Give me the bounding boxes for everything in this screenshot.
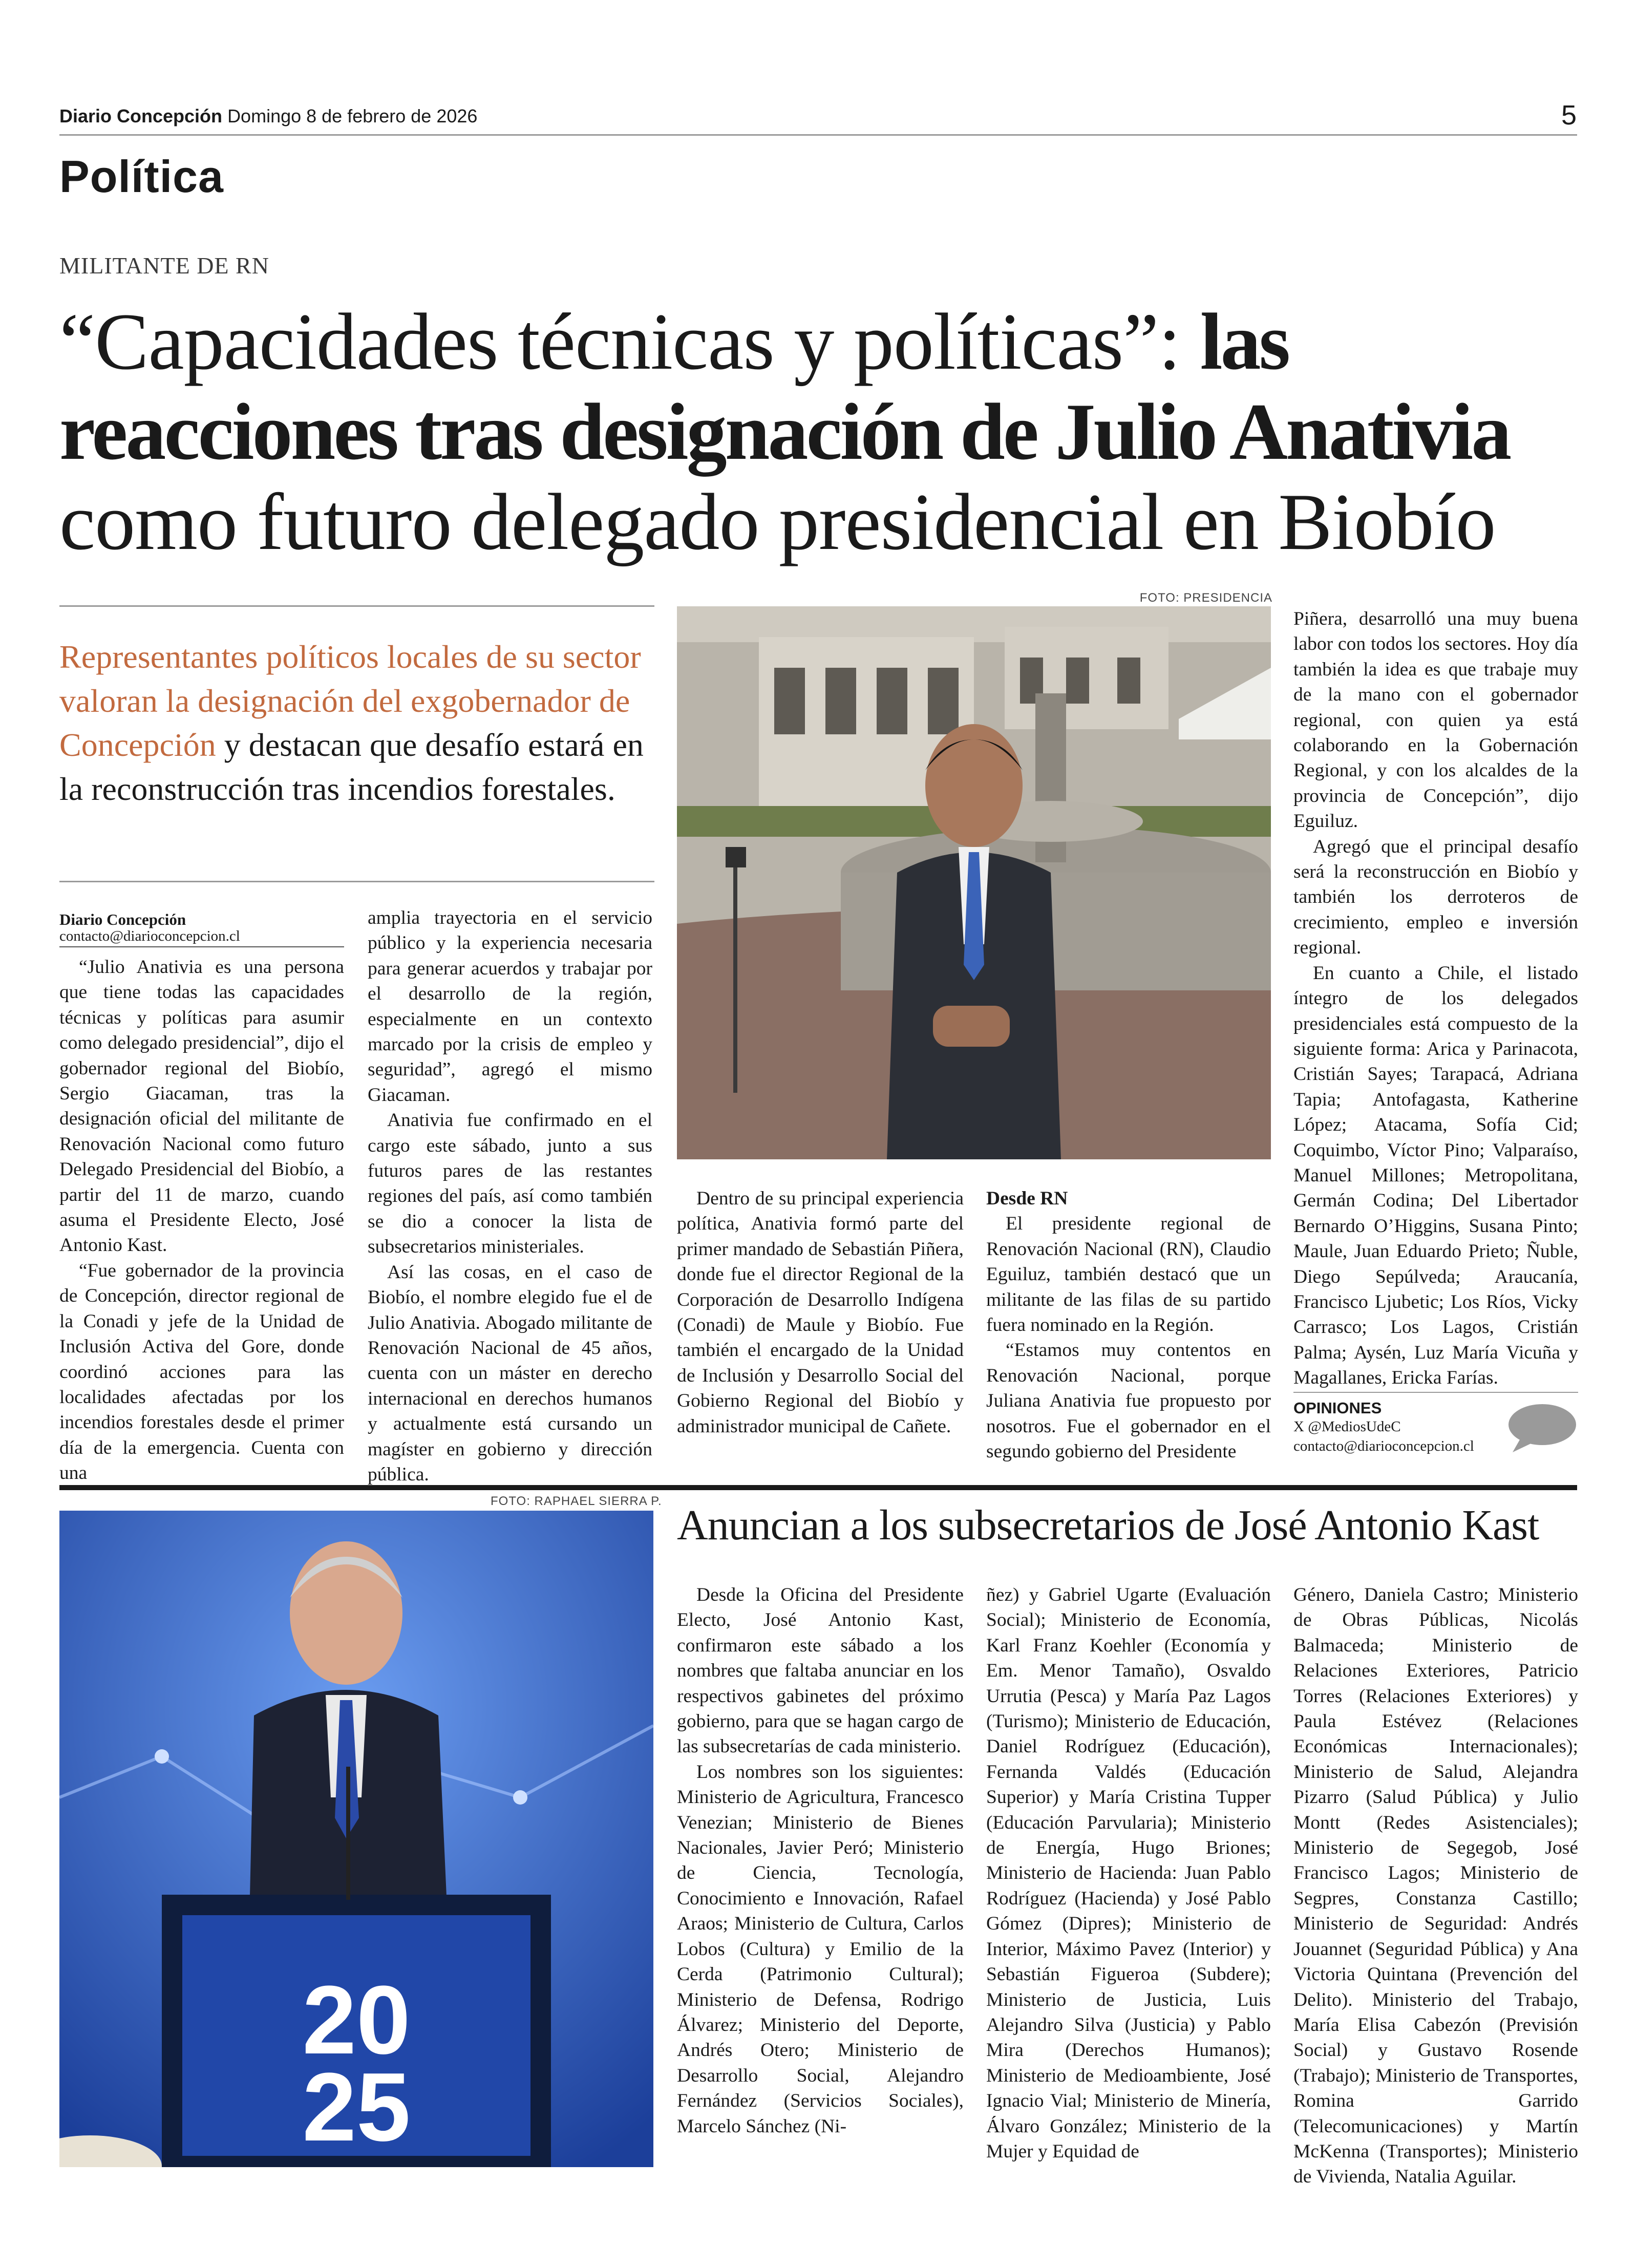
- byline-email: contacto@diarioconcepcion.cl: [59, 928, 240, 944]
- speech-bubble-icon: [1505, 1402, 1577, 1453]
- masthead: [59, 105, 477, 127]
- headline-line3: como futuro delegado presidencial en Biobío: [59, 477, 1496, 567]
- headline-line2: reacciones tras designación de Julio Anativia: [59, 387, 1510, 477]
- article2-col3: [1293, 1582, 1578, 2190]
- byline-rule: [59, 946, 344, 947]
- byline-name: Diario Concepción: [59, 910, 186, 928]
- paragraph: Los nombres son los siguientes: Ministerio de Agricultura, Francesco Venezian; Ministerio de Bienes Nacionales, Javier Peró; Ministerio de Ciencia, Tecnología, Conocimiento e Innovación, Rafael Araos; Ministerio de Cultura, Carlos Lobos (Cultura) y Emilio de la Cerda (Patrimonio Cultural); Ministerio de Defensa, Rodrigo Álvarez; Ministerio del Deporte, Andrés Otero; Ministerio de Desarrollo Social, Alejandro Fernández (Servicios Sociales), Marcelo Sánchez (Ni-: [677, 1761, 964, 2137]
- article1-col5: [1293, 606, 1578, 1391]
- paragraph: Desde la Oficina del Presidente Electo, José Antonio Kast, confirmaron este sábado a los nombres que faltaba anunciar en los respectivos gabinetes del próximo gobierno, para que se hagan cargo de las subsecretarías de cada ministerio.: [677, 1584, 964, 1757]
- issue-date: Domingo 8 de febrero de 2026: [227, 105, 478, 126]
- article1-col1: [59, 955, 344, 1486]
- delegate-photo: [677, 606, 1271, 1159]
- paragraph: “Julio Anativia es una persona que tiene todas las capacidades técnicas y políticas para asumir como delegado presidencial”, dijo el gobernador regional del Biobío, Sergio Giacaman, tras la designación oficial del militante de Renovación Nacional como futuro Delegado Presidencial del Biobío, a partir del 11 de marzo, cuando asuma el Presidente Electo, José Antonio Kast.: [59, 957, 344, 1256]
- paragraph: “Estamos muy contentos en Renovación Nacional, porque Juliana Anativia fue propuesto por nosotros. Fue el gobernador en el segundo gobierno del Presidente: [986, 1340, 1271, 1462]
- opinions-social[interactable]: X @MediosUdeC: [1293, 1418, 1401, 1435]
- headline-line1: “Capacidades técnicas y políticas”:: [59, 297, 1200, 387]
- headline-line1-bold: las: [1200, 297, 1289, 387]
- photo1-credit: FOTO: PRESIDENCIA: [1139, 591, 1272, 605]
- paragraph: Anativia fue confirmado en el cargo este sábado, junto a sus futuros pares de las restantes regiones del país, así como también se dio a conocer la lista de subsecretarios ministeriales.: [368, 1110, 652, 1258]
- article2-col2: [986, 1582, 1271, 2164]
- paragraph: El presidente regional de Renovación Nacional (RN), Claudio Eguiluz, también destacó que un militante de las filas de su partido fuera nominado en la Región.: [986, 1213, 1271, 1336]
- kicker: MILITANTE DE RN: [59, 252, 269, 279]
- page-number: 5: [1561, 100, 1577, 131]
- opinions-title: OPINIONES: [1293, 1399, 1382, 1417]
- lede: [59, 635, 654, 811]
- subhead-desde-rn: Desde RN: [986, 1188, 1068, 1209]
- headline: [59, 297, 1590, 567]
- kast-photo: [59, 1511, 653, 2167]
- podium-year-bottom: 25: [302, 2053, 411, 2161]
- paragraph: Así las cosas, en el caso de Biobío, el nombre elegido fue el de Julio Anativia. Abogado militante de Renovación Nacional de 45 años, cuenta con un máster en derecho internacional en derechos humanos y actualmente está cursando un magíster en gobierno y dirección pública.: [368, 1261, 652, 1485]
- paragraph: Agregó que el principal desafío será la reconstrucción en Biobío y también los derroteros de crecimiento, empleo e inversión regional.: [1293, 836, 1578, 959]
- article2-headline: Anuncian a los subsecretarios de José Antonio Kast: [677, 1501, 1539, 1549]
- podium-year-top: 20: [302, 1966, 411, 2074]
- article1-col2: [368, 905, 652, 1487]
- paragraph: Dentro de su principal experiencia política, Anativia formó parte del primer mandado de Sebastián Piñera, donde fue el director Regional de la Corporación de Desarrollo Indígena (Conadi) de Maule y Biobío. Fue también el encargado de la Unidad de Inclusión y Desarrollo Social del Gobierno Regional del Biobío y administrador municipal de Cañete.: [677, 1188, 964, 1437]
- paragraph: ñez) y Gabriel Ugarte (Evaluación Social); Ministerio de Economía, Karl Franz Koehler (Economía y Em. Menor Tamaño), Osvaldo Urrutia (Pesca) y María Paz Lagos (Turismo); Ministerio de Educación, Daniel Rodríguez (Educación), Fernanda Valdés (Educación Superior) y María Cristina Tupper (Educación Parvularia); Ministerio de Energía, Hugo Briones; Ministerio de Hacienda: Juan Pablo Rodríguez (Hacienda) y José Pablo Gómez (Dipres); Ministerio de Interior, Máximo Pavez (Interior) y Sebastián Figueroa (Subdere); Ministerio de Justicia, Luis Alejandro Silva (Justicia) y Pablo Mira (Derechos Humanos); Ministerio de Medioambiente, José Ignacio Vial; Ministerio de Minería, Álvaro González; Ministerio de la Mujer y Equidad de: [986, 1584, 1271, 2162]
- section-divider: [59, 1485, 1577, 1490]
- opinions-email[interactable]: contacto@diarioconcepcion.cl: [1293, 1438, 1474, 1454]
- article2-col1: [677, 1582, 964, 2139]
- lede-rest: y destacan que desafío estará en la reconstrucción tras incendios forestales.: [59, 727, 644, 807]
- opinions-rule: [1293, 1392, 1578, 1393]
- paragraph: En cuanto a Chile, el listado íntegro de los delegados presidenciales está compuesto de la siguiente forma: Arica y Parinacota, Cristián Sayes; Tarapacá, Adriana Tapia; Antofagasta, Katherine López; Atacama, Sofía Cid; Coquimbo, Víctor Pino; Valparaíso, Manuel Millones; Metropolitana, Germán Codina; Del Libertador Bernardo O’Higgins, Susana Pinto; Maule, Juan Eduardo Prieto; Ñuble, Diego Sepúlveda; Araucanía, Francisco Ljubetic; Los Ríos, Vicky Carrasco; Los Lagos, Cristián Palma; Aysén, Luz María Vicuña y Magallanes, Ericka Farías.: [1293, 962, 1578, 1389]
- paragraph: Piñera, desarrolló una muy buena labor con todos los sectores. Hoy día también la idea es que trabaje muy de la mano con el gobernador regional, con quien ya está colaborando en la Gobernación Regional, y con los alcaldes de la provincia de Concepción”, dijo Eguiluz.: [1293, 608, 1578, 832]
- paper-name: Diario Concepción: [59, 105, 223, 126]
- article1-col4: [986, 1186, 1271, 1464]
- lede-accent: Representantes políticos locales de su sector valoran la designación del exgobernador de Concepción: [59, 639, 641, 763]
- delegate-photo-illustration: [677, 606, 1271, 1159]
- section-title: Política: [59, 151, 224, 202]
- kast-photo-illustration: [59, 1511, 653, 2167]
- lede-bottom-rule: [59, 881, 654, 882]
- paragraph: amplia trayectoria en el servicio público y la experiencia necesaria para generar acuerdos y trabajar por el desarrollo de la región, especialmente en un contexto marcado por la crisis de empleo y seguridad”, agregó el mismo Giacaman.: [368, 907, 652, 1106]
- paragraph: Género, Daniela Castro; Ministerio de Obras Públicas, Nicolás Balmaceda; Ministerio de Relaciones Exteriores, Patricio Torres (Relaciones Exteriores) y Paula Estévez (Relaciones Económicas Internacionales); Ministerio de Salud, Alejandra Pizarro (Salud Pública) y Julio Montt (Redes Asistenciales); Ministerio de Segegob, José Francisco Lagos; Ministerio de Segpres, Constanza Castillo; Ministerio de Seguridad: Andrés Jouannet (Seguridad Pública) y Ana Victoria Quintana (Prevención del Delito). Ministerio del Trabajo, María Elisa Cabezón (Previsión Social) y Gustavo Rosende (Trabajo); Ministerio de Transportes, Romina Garrido (Telecomunicaciones) y Martín McKenna (Transportes); Ministerio de Vivienda, Natalia Aguilar.: [1293, 1584, 1578, 2188]
- lede-top-rule: [59, 605, 654, 607]
- photo2-credit: FOTO: RAPHAEL SIERRA P.: [491, 1494, 662, 1508]
- article1-col3: [677, 1186, 964, 1439]
- header-rule: [59, 134, 1577, 136]
- paragraph: “Fue gobernador de la provincia de Concepción, director regional de la Conadi y jefe de la Unidad de Inclusión Activa del Gore, donde coordinó acciones para las localidades afectadas por los incendios forestales desde el primer día de la emergencia. Cuenta con una: [59, 1260, 344, 1484]
